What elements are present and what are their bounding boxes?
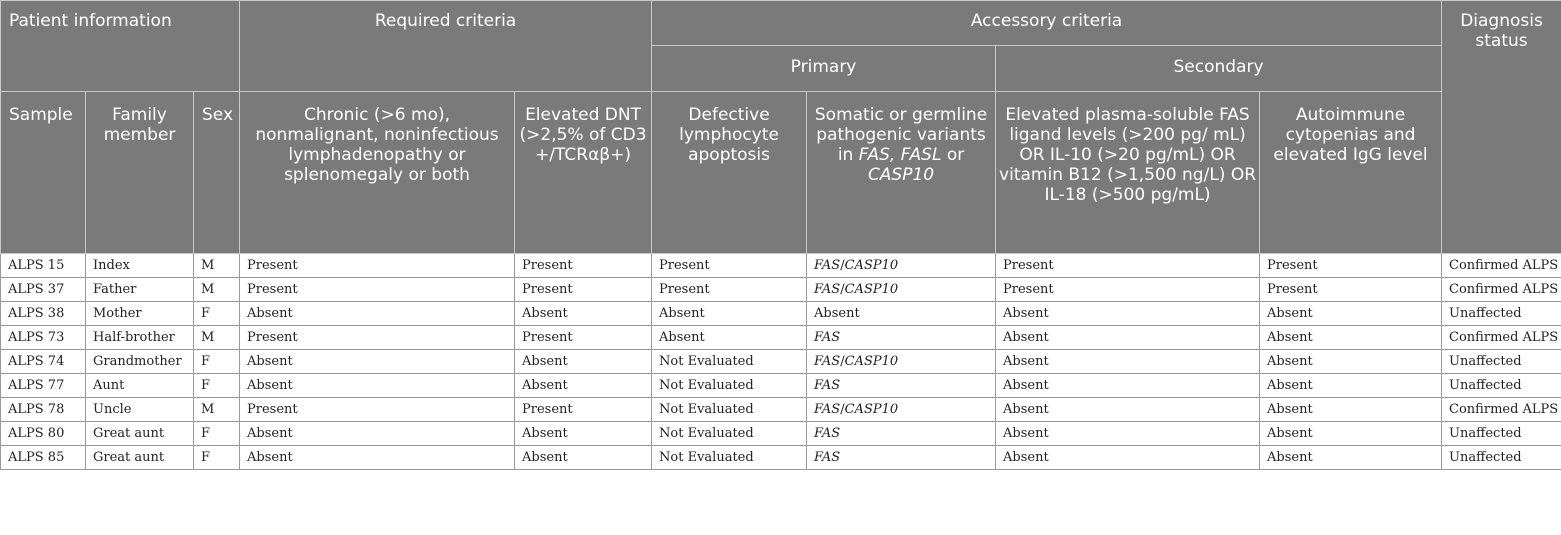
cell-plasma: Present (996, 254, 1260, 278)
table-row (1, 422, 1561, 446)
cell-plasma: Absent (996, 326, 1260, 350)
cell-chronic: Absent (240, 422, 515, 446)
cell-plasma: Present (996, 278, 1260, 302)
header-elevated-plasma: Elevated plasma-soluble FAS ligand levels (>200 pg/ mL) OR IL-10 (>20 pg/mL) OR vitamin B12 (>1,500 ng/L) OR IL-18 (>500 pg/mL) (996, 92, 1260, 254)
cell-variant (807, 254, 996, 278)
cell-plasma: Absent (996, 350, 1260, 374)
cell-plasma: Absent (996, 302, 1260, 326)
header-sex: Sex (194, 92, 240, 254)
cell-autoimmune: Absent (1260, 446, 1442, 470)
header-primary: Primary (652, 46, 996, 92)
variant-gene: CASP10 (844, 282, 899, 297)
cell-sex: F (194, 422, 240, 446)
cell-family: Aunt (86, 374, 194, 398)
header-somatic-fasl: FASL (900, 145, 942, 165)
cell-sex: F (194, 350, 240, 374)
cell-dnt: Absent (515, 350, 652, 374)
cell-family: Index (86, 254, 194, 278)
cell-sample: ALPS 38 (1, 302, 86, 326)
table-row (1, 254, 1561, 278)
header-somatic-casp10: CASP10 (867, 165, 935, 185)
table-body (1, 254, 1561, 470)
cell-dnt: Absent (515, 446, 652, 470)
cell-diagnosis: Confirmed ALPS (1442, 326, 1561, 350)
cell-chronic: Present (240, 278, 515, 302)
variant-gene: CASP10 (844, 402, 899, 417)
variant-gene: FAS (814, 426, 841, 441)
variant-gene: FAS (814, 282, 841, 297)
cell-dnt: Present (515, 278, 652, 302)
cell-dnt: Absent (515, 422, 652, 446)
cell-family: Grandmother (86, 350, 194, 374)
header-elevated-dnt: Elevated DNT (>2,5% of CD3 +/TCRαβ+) (515, 92, 652, 254)
cell-chronic: Present (240, 398, 515, 422)
cell-sex: F (194, 374, 240, 398)
header-defective-apoptosis: Defective lymphocyte apoptosis (652, 92, 807, 254)
cell-variant (807, 326, 996, 350)
variant-separator: / (840, 354, 845, 369)
cell-sex: M (194, 254, 240, 278)
cell-diagnosis: Unaffected (1442, 446, 1561, 470)
table-row (1, 302, 1561, 326)
cell-diagnosis: Unaffected (1442, 302, 1561, 326)
header-secondary: Secondary (996, 46, 1442, 92)
cell-autoimmune: Absent (1260, 374, 1442, 398)
table-row (1, 278, 1561, 302)
cell-sample: ALPS 15 (1, 254, 86, 278)
variant-gene: FAS (814, 402, 841, 417)
cell-diagnosis: Unaffected (1442, 422, 1561, 446)
cell-variant (807, 278, 996, 302)
cell-family: Great aunt (86, 446, 194, 470)
cell-apoptosis: Absent (652, 326, 807, 350)
cell-autoimmune: Present (1260, 278, 1442, 302)
cell-dnt: Absent (515, 374, 652, 398)
cell-sample: ALPS 73 (1, 326, 86, 350)
cell-plasma: Absent (996, 398, 1260, 422)
table-row (1, 446, 1561, 470)
cell-autoimmune: Absent (1260, 326, 1442, 350)
cell-sample: ALPS 80 (1, 422, 86, 446)
cell-chronic: Absent (240, 374, 515, 398)
cell-sex: F (194, 302, 240, 326)
cell-chronic: Absent (240, 350, 515, 374)
cell-apoptosis: Not Evaluated (652, 350, 807, 374)
cell-diagnosis: Unaffected (1442, 350, 1561, 374)
cell-dnt: Present (515, 254, 652, 278)
cell-sample: ALPS 78 (1, 398, 86, 422)
variant-gene: FAS (814, 258, 841, 273)
table-row (1, 398, 1561, 422)
cell-sample: ALPS 37 (1, 278, 86, 302)
header-required-criteria: Required criteria (240, 1, 652, 92)
cell-autoimmune: Absent (1260, 302, 1442, 326)
cell-chronic: Present (240, 326, 515, 350)
variant-gene: CASP10 (844, 258, 899, 273)
cell-sample: ALPS 74 (1, 350, 86, 374)
header-patient-information: Patient information (1, 1, 240, 92)
variant-gene: CASP10 (844, 354, 899, 369)
table-row (1, 326, 1561, 350)
header-somatic-fas: FAS, (858, 145, 896, 165)
header-chronic: Chronic (>6 mo), nonmalignant, noninfectious lymphadenopathy or splenomegaly or both (240, 92, 515, 254)
cell-variant (807, 398, 996, 422)
variant-gene: FAS (814, 450, 841, 465)
variant-separator: / (840, 258, 845, 273)
cell-sex: M (194, 326, 240, 350)
cell-apoptosis: Not Evaluated (652, 398, 807, 422)
variant-separator: / (840, 402, 845, 417)
variant-separator: / (840, 282, 845, 297)
header-diagnosis-status: Diagnosis status (1442, 1, 1561, 254)
table-row (1, 350, 1561, 374)
cell-apoptosis: Not Evaluated (652, 446, 807, 470)
cell-chronic: Absent (240, 302, 515, 326)
cell-diagnosis: Confirmed ALPS (1442, 398, 1561, 422)
cell-family: Father (86, 278, 194, 302)
cell-plasma: Absent (996, 374, 1260, 398)
cell-sample: ALPS 85 (1, 446, 86, 470)
cell-variant (807, 374, 996, 398)
cell-plasma: Absent (996, 446, 1260, 470)
cell-diagnosis: Confirmed ALPS (1442, 254, 1561, 278)
cell-dnt: Present (515, 326, 652, 350)
cell-sample: ALPS 77 (1, 374, 86, 398)
cell-sex: F (194, 446, 240, 470)
cell-apoptosis: Present (652, 278, 807, 302)
cell-chronic: Present (240, 254, 515, 278)
header-sample: Sample (1, 92, 86, 254)
header-somatic-variants (807, 92, 996, 254)
cell-apoptosis: Not Evaluated (652, 374, 807, 398)
cell-diagnosis: Unaffected (1442, 374, 1561, 398)
cell-family: Great aunt (86, 422, 194, 446)
variant-gene: FAS (814, 354, 841, 369)
cell-apoptosis: Not Evaluated (652, 422, 807, 446)
cell-diagnosis: Confirmed ALPS (1442, 278, 1561, 302)
header-accessory-criteria: Accessory criteria (652, 1, 1442, 46)
cell-sex: M (194, 398, 240, 422)
header-somatic-or: or (941, 145, 965, 165)
cell-apoptosis: Present (652, 254, 807, 278)
cell-sex: M (194, 278, 240, 302)
cell-dnt: Absent (515, 302, 652, 326)
cell-plasma: Absent (996, 422, 1260, 446)
cell-dnt: Present (515, 398, 652, 422)
cell-family: Half-brother (86, 326, 194, 350)
cell-variant: Absent (807, 302, 996, 326)
cell-variant (807, 422, 996, 446)
cell-autoimmune: Present (1260, 254, 1442, 278)
cell-autoimmune: Absent (1260, 350, 1442, 374)
header-family-member: Family member (86, 92, 194, 254)
cell-variant (807, 446, 996, 470)
variant-gene: FAS (814, 378, 841, 393)
cell-chronic: Absent (240, 446, 515, 470)
header-autoimmune: Autoimmune cytopenias and elevated IgG level (1260, 92, 1442, 254)
table-row (1, 374, 1561, 398)
cell-autoimmune: Absent (1260, 398, 1442, 422)
cell-variant (807, 350, 996, 374)
cell-family: Mother (86, 302, 194, 326)
cell-autoimmune: Absent (1260, 422, 1442, 446)
header-somatic-prefix: Somatic or germline pathogenic variants in (814, 105, 988, 165)
cell-family: Uncle (86, 398, 194, 422)
cell-apoptosis: Absent (652, 302, 807, 326)
variant-gene: FAS (814, 330, 841, 345)
